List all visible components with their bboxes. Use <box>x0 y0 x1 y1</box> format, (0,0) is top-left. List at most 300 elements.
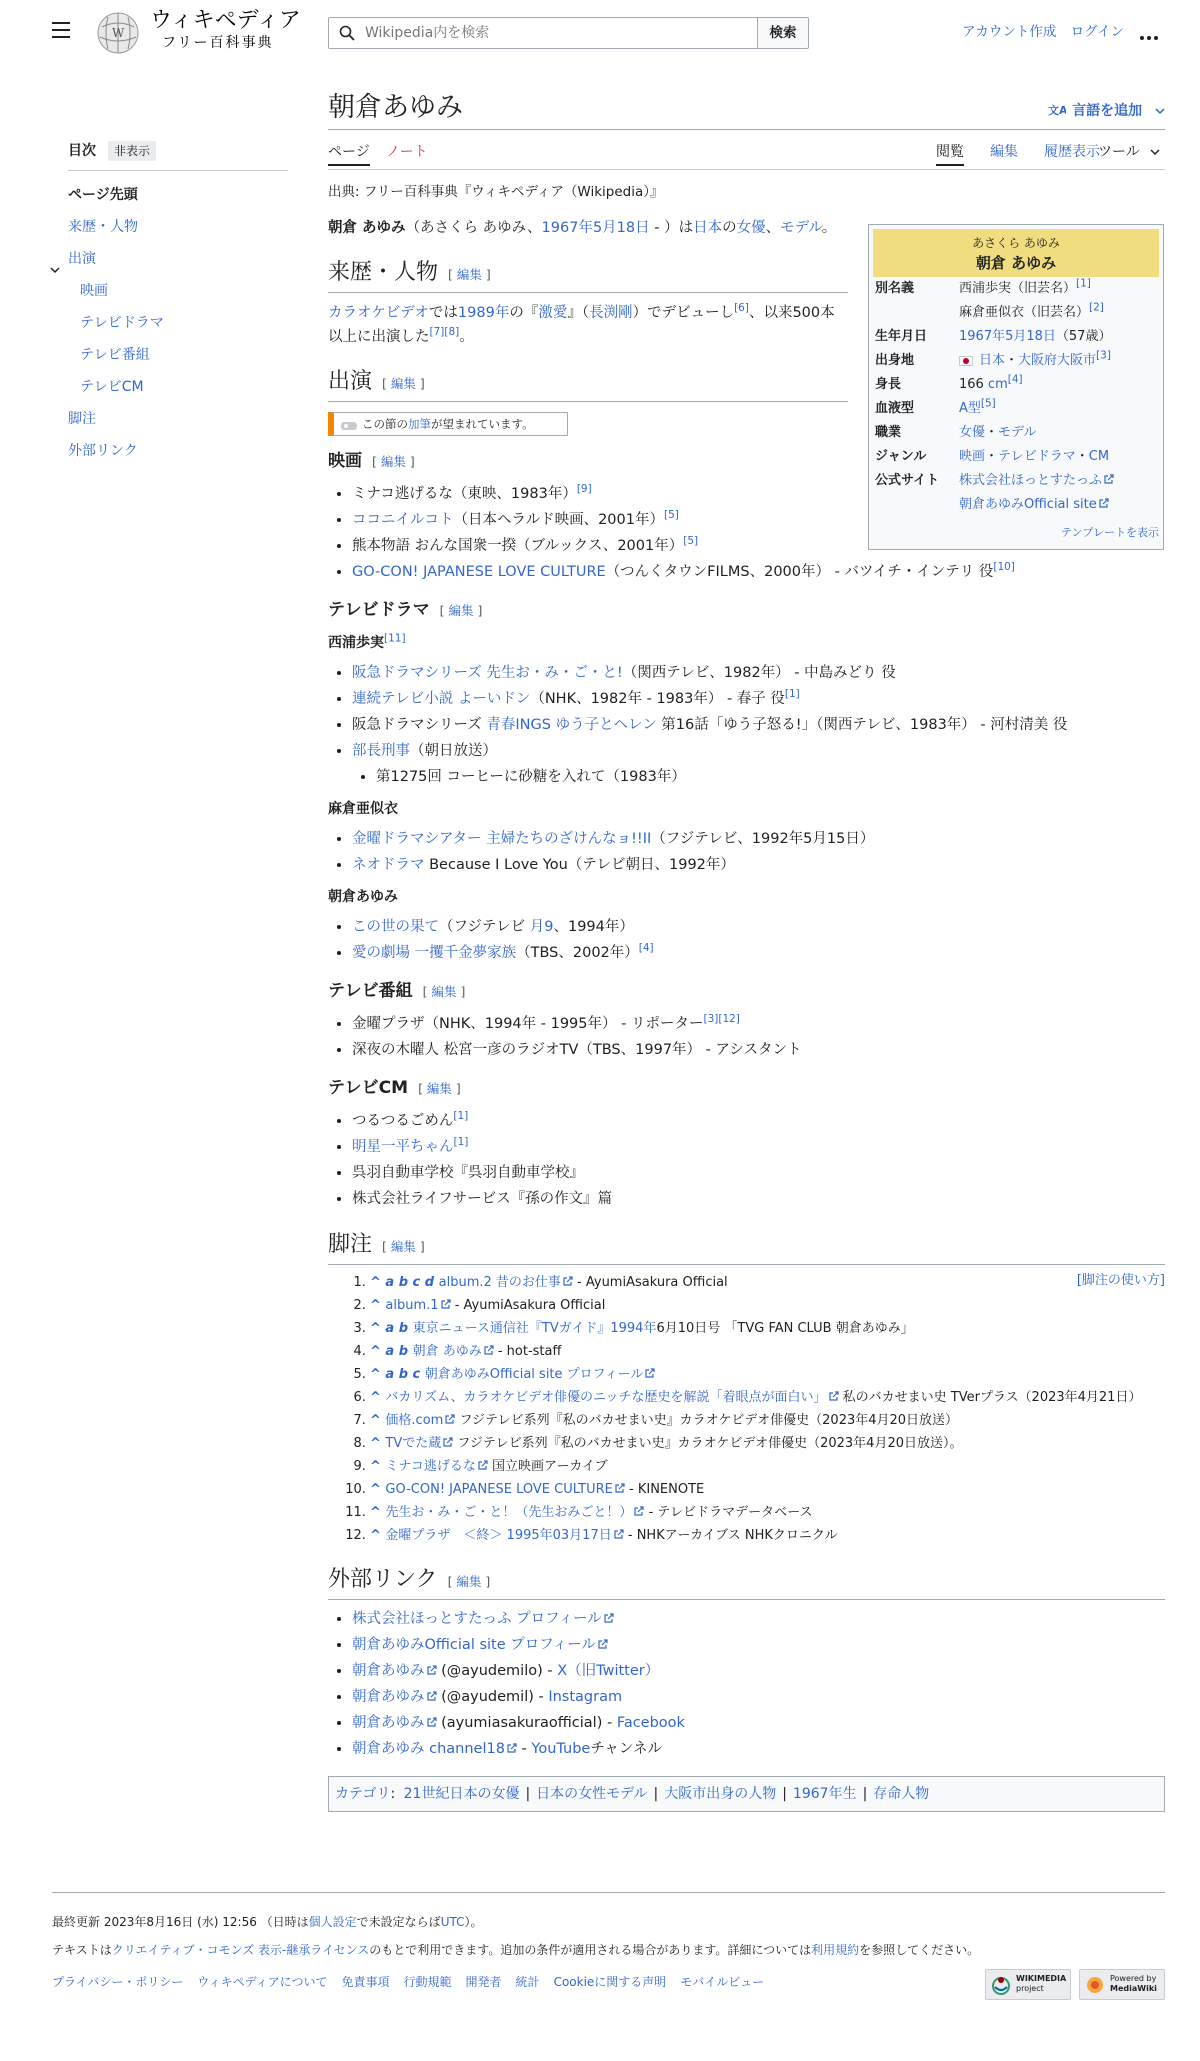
drama-link[interactable]: ネオドラマ <box>352 857 425 873</box>
toc-item-top[interactable]: ページ先頭 <box>68 187 138 204</box>
reference-text: - KINENOTE <box>624 1482 705 1497</box>
drama-link[interactable]: 月9 <box>529 919 554 935</box>
infobox-header <box>873 229 1159 277</box>
link-text: ミナコ逃げるな <box>385 1459 476 1474</box>
item-text: （NHK、1982年 - 1983年） - 春子 役 <box>530 691 785 707</box>
section-appearances-heading: 出演 [ 編集 ] <box>328 365 848 402</box>
subheading: 朝倉あゆみ <box>328 889 398 905</box>
wikipedia-globe-icon[interactable] <box>92 9 144 57</box>
tab-talk[interactable]: ノート <box>386 144 428 160</box>
film-link[interactable]: GO-CON! JAPANESE LOVE CULTURE <box>352 564 606 580</box>
reference-text: - AyumiAsakura Official <box>450 1298 606 1313</box>
category-link[interactable]: 1967年生 <box>792 1786 857 1802</box>
edit-link[interactable]: 編集 <box>390 1239 416 1254</box>
tab-page[interactable]: ページ <box>328 140 370 166</box>
ref-link[interactable]: [4] <box>1007 373 1023 386</box>
reference-text: - AyumiAsakura Official <box>572 1275 728 1290</box>
notice-icon <box>340 417 358 439</box>
toc-item-history[interactable]: 来歴・人物 <box>68 219 138 236</box>
reference-text: 私のバカせまい史 TVerプラス（2023年4月21日） <box>838 1390 1142 1405</box>
main-menu-button[interactable] <box>52 22 70 38</box>
notice-link[interactable]: 加筆 <box>408 417 431 431</box>
tab-history[interactable]: 履歴表示 <box>1044 144 1100 160</box>
search-input[interactable] <box>329 18 757 48</box>
ref-link[interactable]: [11] <box>384 632 406 645</box>
footer-link[interactable]: 行動規範 <box>403 1975 452 1989</box>
link-text: 価格.com <box>385 1413 444 1428</box>
toc-item-external[interactable]: 外部リンク <box>68 443 138 460</box>
category-link[interactable]: 大阪市出身の人物 <box>664 1786 777 1802</box>
item-text: ミナコ逃げるな（東映、1983年） <box>352 486 577 502</box>
external-link-icon <box>445 1414 455 1424</box>
text: 、以来500本以上に出演した <box>328 305 835 345</box>
link-text: 朝倉あゆみ <box>352 1663 425 1679</box>
text: ）でデビューし <box>632 305 735 321</box>
notice-text: が望まれています。 <box>431 417 534 431</box>
list-item <box>352 1658 1165 1684</box>
section-title: 外部リンク <box>328 1567 438 1592</box>
external-link-icon <box>427 1691 437 1701</box>
link-text: 先生お・み・ご・と！（先生おみごと！） <box>385 1505 633 1520</box>
section-title: 来歴・人物 <box>328 260 439 285</box>
reference-text: - NHKアーカイブス NHKクロニクル <box>623 1528 838 1543</box>
external-link-icon <box>427 1665 437 1675</box>
section-film-heading: 映画 [ 編集 ] <box>328 451 415 471</box>
section-drama-heading: テレビドラマ [ 編集 ] <box>328 600 483 620</box>
sep: ・ <box>985 449 999 464</box>
drama-list <box>352 826 1165 878</box>
infobox-value: （57歳） <box>1055 329 1112 344</box>
external-link-icon <box>443 1437 453 1447</box>
backlink[interactable]: ^ <box>370 1390 386 1405</box>
ref-link[interactable]: [9] <box>576 483 592 496</box>
footer-link[interactable]: 免責事項 <box>341 1975 390 1989</box>
tab-read[interactable]: 閲覧 <box>936 140 964 166</box>
ref-link[interactable]: [3][12] <box>703 1013 740 1026</box>
category-link[interactable]: 存命人物 <box>873 1786 930 1802</box>
list-item <box>352 1134 1165 1160</box>
service-link[interactable]: Instagram <box>548 1689 623 1705</box>
external-link-icon <box>441 1299 451 1309</box>
lead-text: の <box>722 220 737 236</box>
text: では <box>428 305 458 321</box>
link-text: 朝倉あゆみ <box>352 1715 425 1731</box>
footer-link[interactable]: ウィキペディアについて <box>197 1975 328 1989</box>
list-item <box>352 559 1165 585</box>
item-text: （フジテレビ、1992年5月15日） <box>651 831 875 847</box>
footer-link[interactable]: 開発者 <box>465 1975 502 1989</box>
text: ）。 <box>464 1915 483 1929</box>
infobox-key: 出身地 <box>875 353 915 368</box>
drama-link[interactable]: 部長刑事 <box>352 743 410 759</box>
section-title: テレビドラマ <box>328 600 430 620</box>
footer-link[interactable]: モバイルビュー <box>680 1975 765 1989</box>
infobox-key: 職業 <box>875 425 902 440</box>
preferences-link[interactable]: 個人設定 <box>308 1915 357 1929</box>
city-link[interactable]: 大阪府大阪市 <box>1018 353 1097 368</box>
external-link-icon <box>1104 474 1114 484</box>
tab-edit[interactable]: 編集 <box>990 144 1018 160</box>
toc-item-program[interactable]: テレビ番組 <box>80 347 150 364</box>
backlink[interactable]: ^ <box>370 1505 386 1520</box>
reference-item <box>370 1317 1165 1340</box>
list-item <box>352 1011 1165 1037</box>
reference-link[interactable] <box>439 1275 573 1290</box>
item-text: （関西テレビ、1982年） - 中島みどり 役 <box>622 665 896 681</box>
drama-link[interactable]: 青春INGS ゆう子とヘレン <box>486 717 657 733</box>
model-link[interactable]: モデル <box>780 220 822 236</box>
footer-link[interactable]: 統計 <box>515 1975 540 1989</box>
ref-link[interactable]: [4] <box>638 942 654 955</box>
search-box <box>328 17 758 49</box>
song-link[interactable]: 激愛 <box>538 305 568 321</box>
reference-link[interactable] <box>385 1436 453 1451</box>
actress-link[interactable]: 女優 <box>736 220 766 236</box>
lead-text: - ）は <box>649 220 694 236</box>
reference-link[interactable] <box>385 1298 450 1313</box>
lead-paragraph <box>328 216 848 240</box>
official-site-link[interactable] <box>959 497 1109 512</box>
drama-link[interactable]: 金曜ドラマシアター 主婦たちのざけんなョ!!II <box>352 831 652 847</box>
item-text: （フジテレビ <box>439 919 530 935</box>
cm-link[interactable]: 明星一平ちゃん <box>352 1139 454 1155</box>
item-text: - <box>516 1741 532 1757</box>
external-link-icon <box>598 1639 608 1649</box>
terms-link[interactable]: 利用規約 <box>811 1943 860 1957</box>
page-footer <box>52 1892 1165 1991</box>
utc-link[interactable]: UTC <box>440 1915 465 1929</box>
category-link[interactable]: 日本の女性モデル <box>536 1786 648 1802</box>
history-paragraph <box>328 301 848 349</box>
category-box: カテゴリ: 21世紀日本の女優 | 日本の女性モデル | 大阪市出身の人物 | 1967年生 | 存命人物 <box>328 1776 1165 1812</box>
link-text: album.1 <box>385 1298 439 1313</box>
chevron-down-icon <box>1150 149 1160 156</box>
drama-link[interactable]: 愛の劇場 一攫千金夢家族 <box>352 945 517 961</box>
official-site-link[interactable] <box>959 473 1114 488</box>
section-cm-heading: テレビCM [ 編集 ] <box>328 1078 461 1098</box>
external-link-icon <box>604 1613 614 1623</box>
reference-link[interactable] <box>385 1505 644 1520</box>
reference-text: - テレビドラマデータベース <box>644 1505 813 1520</box>
reference-item <box>370 1271 1165 1294</box>
list-item: • 第1275回 コーヒーに砂糖を入れて（1983年） <box>376 764 1165 790</box>
reference-item <box>370 1340 1165 1363</box>
edit-link[interactable]: 編集 <box>380 454 406 469</box>
section-program-heading: テレビ番組 [ 編集 ] <box>328 981 466 1001</box>
backlink[interactable]: ^ a b c d <box>370 1275 439 1290</box>
reference-text: 6月10日号 「TVG FAN CLUB 朝倉あゆみ」 <box>656 1321 914 1336</box>
link-text: 株式会社ほっとすたっふ プロフィール <box>352 1611 602 1627</box>
infobox-row <box>873 325 1159 349</box>
link-text: 朝倉あゆみ <box>352 1689 425 1705</box>
ref-link[interactable]: [10] <box>993 561 1015 574</box>
toc-item-cm[interactable]: テレビCM <box>80 379 144 396</box>
show-template-link[interactable]: テンプレートを表示 <box>1060 526 1159 539</box>
reference-link[interactable] <box>385 1482 624 1497</box>
external-link-icon <box>1099 498 1109 508</box>
reference-item <box>370 1501 1165 1524</box>
infobox-kana: あさくら あゆみ <box>972 236 1060 250</box>
link-text: album.2 昔のお仕事 <box>438 1275 561 1290</box>
link-text: 金曜プラザ ＜終＞ 1995年03月17日 <box>385 1528 612 1543</box>
lead-text: （あさくら あゆみ、 <box>405 220 542 236</box>
genre-link[interactable]: 映画 <box>959 449 986 464</box>
toc-item-film[interactable]: 映画 <box>80 283 108 300</box>
item-text: 熊本物語 おんな国衆一揆（ブルックス、2001年） <box>352 538 684 554</box>
edit-link[interactable]: 編集 <box>448 603 474 618</box>
external-link[interactable] <box>352 1741 517 1757</box>
ref-link[interactable]: [1] <box>1076 277 1091 290</box>
wikipedia-wordmark[interactable] <box>150 8 301 52</box>
toc-hide-button[interactable]: 非表示 <box>108 141 156 161</box>
link-text: バカリズム、カラオケビデオ俳優のニッチな歴史を解説「着眼点が面白い」 <box>385 1390 827 1405</box>
reference-text: フジテレビ系列『私のバカせまい史』カラオケビデオ俳優史（2023年4月20日放送） <box>455 1413 959 1428</box>
drama-link[interactable]: 連続テレビ小説 よーいドン <box>352 691 531 707</box>
ref-link[interactable]: [1] <box>453 1136 469 1149</box>
search-button[interactable]: 検索 <box>757 17 809 49</box>
list-item <box>352 1632 1165 1658</box>
reference-item <box>370 1524 1165 1547</box>
reference-link[interactable] <box>385 1528 623 1543</box>
reference-item <box>370 1432 1165 1455</box>
genre-link[interactable]: テレビドラマ <box>998 449 1076 464</box>
add-languages-button[interactable] <box>1048 100 1165 122</box>
genre-link[interactable]: CM <box>1088 449 1110 464</box>
infobox-key: 血液型 <box>875 401 915 416</box>
backlink[interactable]: ^ a b <box>370 1321 413 1336</box>
ref-link[interactable]: [3] <box>1096 349 1111 362</box>
unit-link[interactable]: cm <box>987 377 1008 392</box>
powered-by-mediawiki-badge[interactable] <box>1079 1969 1165 2000</box>
list-item <box>352 712 1165 738</box>
edit-link[interactable]: 編集 <box>456 267 482 282</box>
section-title: 脚注 <box>328 1232 373 1257</box>
external-links-list <box>352 1606 1165 1762</box>
toc-item-notes[interactable]: 脚注 <box>68 411 96 428</box>
backlink[interactable]: ^ a b <box>370 1344 413 1359</box>
reference-link[interactable] <box>385 1413 455 1428</box>
service-link[interactable]: YouTube <box>531 1741 591 1757</box>
list-item <box>352 1736 1165 1762</box>
drama-link[interactable]: この世の果て <box>352 919 439 935</box>
external-link[interactable] <box>352 1611 614 1627</box>
reference-link[interactable] <box>413 1321 657 1336</box>
country-link[interactable]: 日本 <box>693 220 723 236</box>
infobox-row <box>873 421 1159 445</box>
edit-link[interactable]: 編集 <box>390 376 416 391</box>
external-link-icon <box>484 1345 494 1355</box>
list-item <box>352 1037 1165 1063</box>
list-item: • 株式会社ライフサービス『孫の作文』篇 <box>352 1186 1165 1212</box>
edit-link[interactable]: 編集 <box>426 1081 452 1096</box>
add-languages-label: 言語を追加 <box>1072 103 1143 119</box>
item-text: 金曜プラザ（NHK、1994年 - 1995年） - リポーター <box>352 1016 704 1032</box>
external-link[interactable] <box>352 1637 608 1653</box>
film-link[interactable]: ココニイルコト <box>352 512 454 528</box>
country-link[interactable]: 日本 <box>979 353 1006 368</box>
wikimedia-logo-icon <box>991 1975 1011 1998</box>
infobox-value: 麻倉亜似衣（旧芸名） <box>959 305 1090 320</box>
item-text: 阪急ドラマシリーズ <box>352 717 487 733</box>
service-link[interactable]: Facebook <box>616 1715 685 1731</box>
link-text: 株式会社ほっとすたっふ <box>959 473 1103 488</box>
infobox-key: 公式サイト <box>875 473 940 488</box>
lead-text: 。 <box>821 220 837 236</box>
language-icon <box>1048 103 1066 117</box>
drama-link[interactable]: 阪急ドラマシリーズ 先生お・み・ご・と! <box>352 665 623 681</box>
edit-link[interactable]: 編集 <box>456 1574 482 1589</box>
toc-item-appearances[interactable] <box>68 243 288 275</box>
tools-label: ツール <box>1098 144 1140 160</box>
ref-link[interactable]: [5] <box>663 509 679 522</box>
section-notes-heading: 脚注 [ 編集 ] <box>328 1228 1165 1265</box>
birthdate-link[interactable]: 1967年5月18日 <box>959 329 1056 344</box>
login-link[interactable]: ログイン <box>1070 24 1124 40</box>
blood-type-link[interactable]: A型 <box>959 401 981 416</box>
artist-link[interactable]: 長渕剛 <box>589 305 633 321</box>
create-account-link[interactable]: アカウント作成 <box>962 24 1057 40</box>
infobox-row <box>873 469 1159 517</box>
text: 最終更新 2023年8月16日 (水) 12:56 （日時は <box>52 1915 309 1929</box>
actress-link[interactable]: 女優 <box>959 425 986 440</box>
list-item <box>352 914 1165 940</box>
list-item <box>352 738 1165 790</box>
item-text: (@ayudemilo) - <box>436 1663 558 1679</box>
external-link-icon <box>829 1391 839 1401</box>
infobox-key: 別名義 <box>875 281 915 296</box>
ref-link[interactable]: [6] <box>734 302 749 315</box>
backlink[interactable]: ^ <box>370 1459 386 1474</box>
last-updated <box>52 1913 1165 1931</box>
link-text: TVでた蔵 <box>385 1436 442 1451</box>
reference-link[interactable] <box>385 1390 838 1405</box>
expand-notice <box>328 412 568 436</box>
ref-link[interactable]: [5] <box>980 397 996 410</box>
list-item <box>352 1108 1165 1134</box>
references-list <box>370 1271 1165 1547</box>
external-link-icon <box>478 1460 488 1470</box>
backlink[interactable]: ^ <box>370 1482 386 1497</box>
wikimedia-project-badge[interactable] <box>985 1969 1071 2000</box>
list-item <box>352 660 1165 686</box>
toc-item-drama[interactable]: テレビドラマ <box>80 315 164 332</box>
categories-label[interactable]: カテゴリ <box>335 1786 391 1802</box>
tab-tools[interactable] <box>1098 140 1160 164</box>
text: 。 <box>459 329 474 345</box>
reference-item <box>370 1363 1165 1386</box>
item-text: 第16話「ゆう子怒る!」（関西テレビ、1983年） - 河村清美 役 <box>656 717 1068 733</box>
list-item: • 呉羽自動車学校『呉羽自動車学校』 <box>352 1160 1165 1186</box>
item-text: (ayumiasakuraofficial) - <box>436 1715 617 1731</box>
backlink[interactable]: ^ <box>370 1528 386 1543</box>
reference-link[interactable] <box>413 1344 494 1359</box>
reference-item <box>370 1386 1165 1409</box>
infobox-key: 生年月日 <box>875 329 928 344</box>
model-link[interactable]: モデル <box>998 425 1037 440</box>
wordmark-title: ウィキペディア <box>150 8 301 33</box>
ref-link[interactable]: [1] <box>784 688 800 701</box>
backlink[interactable]: ^ <box>370 1298 386 1313</box>
backlink[interactable]: ^ a b c <box>370 1367 425 1382</box>
cm-list <box>352 1108 1165 1212</box>
mediawiki-logo-icon <box>1085 1975 1105 1998</box>
infobox-key: ジャンル <box>875 449 927 464</box>
reference-item <box>370 1478 1165 1501</box>
link-text: 朝倉あゆみOfficial site プロフィール <box>424 1367 644 1382</box>
footnote-help-link[interactable]: [脚注の使い方] <box>1076 1273 1165 1288</box>
external-link[interactable] <box>352 1715 437 1731</box>
karaoke-video-link[interactable]: カラオケビデオ <box>328 305 429 321</box>
list-item <box>352 852 1165 878</box>
notice-text: この節の <box>362 417 408 431</box>
japan-flag-icon <box>959 356 973 366</box>
badge-text: WIKIMEDIA <box>1016 1974 1067 1983</box>
badge-text: project <box>1016 1984 1044 1993</box>
ref-link[interactable]: [7][8] <box>429 326 460 339</box>
external-link-icon <box>615 1483 625 1493</box>
item-text: Because I Love You（テレビ朝日、1992年） <box>424 857 735 873</box>
backlink[interactable]: ^ <box>370 1436 386 1451</box>
reference-item <box>370 1294 1165 1317</box>
ref-link[interactable]: [1] <box>453 1110 469 1123</box>
reference-link[interactable] <box>425 1367 656 1382</box>
external-link[interactable] <box>352 1663 437 1679</box>
chevron-down-icon[interactable] <box>50 254 60 286</box>
text: を参照してください。 <box>859 1943 980 1957</box>
table-of-contents <box>68 140 288 467</box>
sep: ・ <box>1005 353 1019 368</box>
list-item <box>352 826 1165 852</box>
list-item <box>352 686 1165 712</box>
badge-text: MediaWiki <box>1110 1984 1157 1993</box>
text: の『 <box>509 305 539 321</box>
service-link[interactable]: X（旧Twitter） <box>557 1663 660 1679</box>
backlink[interactable]: ^ <box>370 1413 386 1428</box>
reference-text: 国立映画アーカイブ <box>487 1459 608 1474</box>
program-list <box>352 1011 1165 1063</box>
subheading: 麻倉亜似衣 <box>328 801 398 817</box>
page-tabs <box>328 130 1165 170</box>
item-text: (@ayudemil) - <box>436 1689 549 1705</box>
external-link-icon <box>634 1506 644 1516</box>
edit-link[interactable]: 編集 <box>431 984 457 999</box>
ref-link[interactable]: [5] <box>683 535 699 548</box>
item-text: 、1994年） <box>553 919 634 935</box>
category-link[interactable]: 21世紀日本の女優 <box>403 1786 520 1802</box>
external-link-icon <box>614 1529 624 1539</box>
more-options-icon[interactable] <box>1140 25 1161 48</box>
license-link[interactable]: クリエイティブ・コモンズ 表示-継承ライセンス <box>111 1943 370 1957</box>
footer-link[interactable]: プライバシー・ポリシー <box>52 1975 184 1989</box>
link-text: GO-CON! JAPANESE LOVE CULTURE <box>385 1482 613 1497</box>
drama-list <box>352 660 1165 790</box>
sep: ・ <box>1075 449 1089 464</box>
year-link[interactable]: 1989年 <box>457 305 510 321</box>
list-item <box>352 1684 1165 1710</box>
lead-text: 、 <box>765 220 781 236</box>
birthdate-link[interactable]: 1967年5月18日 <box>541 220 650 236</box>
infobox-row <box>873 349 1159 373</box>
site-header <box>0 0 1200 66</box>
footer-link[interactable]: Cookieに関する声明 <box>553 1975 667 1989</box>
external-link[interactable] <box>352 1689 437 1705</box>
ref-link[interactable]: [2] <box>1089 301 1104 314</box>
toc-item-label: 出演 <box>68 251 96 268</box>
external-link-icon <box>563 1276 573 1286</box>
infobox-value: 西浦歩実（旧芸名） <box>959 281 1077 296</box>
reference-link[interactable] <box>385 1459 487 1474</box>
infobox-row <box>873 445 1159 469</box>
